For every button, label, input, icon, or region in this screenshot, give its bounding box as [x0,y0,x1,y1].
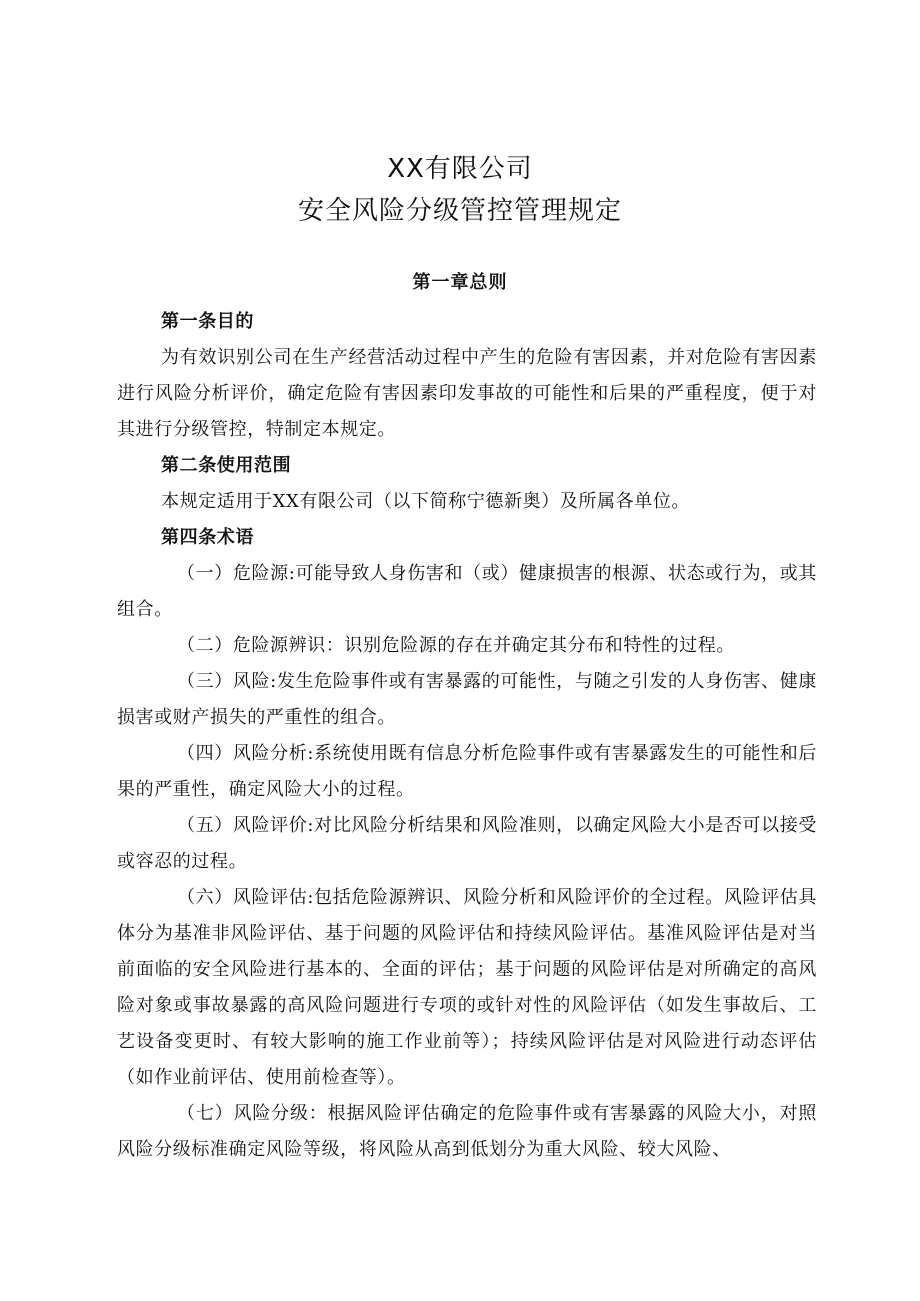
term-hazard-source: （一）危险源:可能导致人身伤害和（或）健康损害的根源、状态或行为，或其组合。 [117,563,817,620]
article-heading-terms: 第四条术语 [161,527,254,548]
term-risk-evaluation: （五）风险评价:对比风险分析结果和风险准则，以确定风险大小是否可以接受或容忍的过程。 [117,815,817,872]
chapter-title: 第一章总则 [412,272,508,293]
term-risk: （三）风险:发生危险事件或有害暴露的可能性，与随之引发的人身伤害、健康损害或财产损失的严重性的组合。 [117,671,817,728]
article-paragraph-purpose: 为有效识别公司在生产经营活动过程中产生的危险有害因素，并对危险有害因素进行风险分析评价，确定危险有害因素印发事故的可能性和后果的严重程度，便于对其进行分级管控，特制定本规定。 [117,347,817,440]
regulation-title: 安全风险分级管控管理规定 [297,196,622,226]
term-risk-assessment: （六）风险评估:包括危险源辨识、风险分析和风险评价的全过程。风险评估具体分为基准非风险评估、基于问题的风险评估和持续风险评估。基准风险评估是对当前面临的安全风险进行基本的、全面的评估；基于问题的风险评估是对所确定的高风险对象或事故暴露的高风险问题进行专项的或针对性的风险评估（如发生事故后、工艺设备变更时、有较大影响的施工作业前等）；持续风险评估是对风险进行动态评估（如作业前评估、使用前检查等）。 [117,887,817,1088]
article-heading-purpose: 第一条目的 [161,311,254,332]
term-hazard-identification: （二）危险源辨识：识别危险源的存在并确定其分布和特性的过程。 [177,635,735,656]
article-heading-scope: 第二条使用范围 [161,455,292,476]
company-title: XX有限公司 [387,154,533,184]
term-risk-grading: （七）风险分级：根据风险评估确定的危险事件或有害暴露的风险大小，对照风险分级标准确定风险等级，将风险从高到低划分为重大风险、较大风险、 [117,1103,817,1160]
term-risk-analysis: （四）风险分析:系统使用既有信息分析危险事件或有害暴露发生的可能性和后果的严重性，确定风险大小的过程。 [117,743,817,800]
article-paragraph-scope: 本规定适用于XX有限公司（以下简称宁德新奥）及所属各单位。 [161,491,691,512]
document-body [117,304,817,1168]
